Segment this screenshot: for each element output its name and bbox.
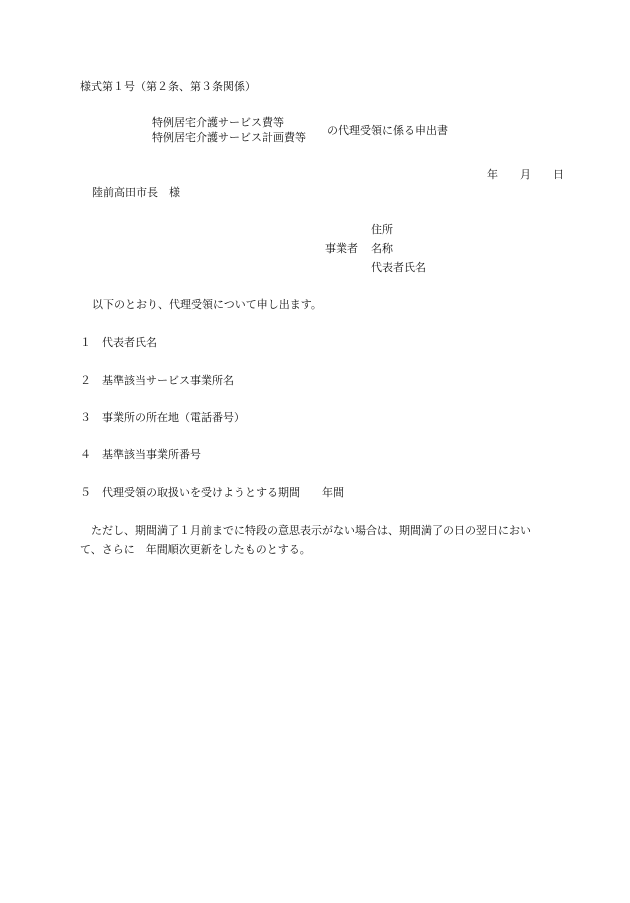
list-item [80, 449, 201, 460]
business-label: 事業者 [325, 242, 358, 255]
date-line [487, 169, 564, 180]
proviso-text [80, 521, 550, 559]
lead-text: 以下のとおり、代理受領について申し出ます。 [92, 298, 322, 311]
item-label: 基準該当事業所番号 [102, 448, 201, 461]
date-year: 年 [487, 168, 498, 181]
item-number: ２ [80, 374, 91, 387]
date-month: 月 [520, 168, 531, 181]
item-label: 代表者氏名 [102, 336, 157, 349]
name-label: 名称 [371, 242, 393, 255]
list-item [80, 375, 234, 386]
item-label: 基準該当サービス事業所名 [102, 374, 234, 387]
address-label: 住所 [371, 223, 393, 236]
title-line-2: 特例居宅介護サービス計画費等 [152, 131, 306, 144]
proviso-body: ただし、期間満了１月前までに特段の意思表示がない場合は、期間満了の日の翌日において、さらに 年間順次更新をしたものとする。 [80, 524, 531, 556]
date-day: 日 [553, 168, 564, 181]
form-number: 様式第１号（第２条、第３条関係） [80, 80, 256, 93]
item-number: ４ [80, 448, 91, 461]
item-number: ３ [80, 411, 91, 424]
title-suffix: の代理受領に係る申出書 [327, 124, 448, 137]
item-label: 事業所の所在地（電話番号） [102, 411, 245, 424]
addressee: 陸前高田市長 様 [92, 186, 180, 199]
representative-label: 代表者氏名 [371, 261, 426, 274]
item-number: ５ [80, 486, 91, 499]
item-label: 代理受領の取扱いを受けようとする期間 年間 [102, 486, 344, 499]
list-item [80, 412, 245, 423]
list-item [80, 337, 157, 348]
item-number: １ [80, 336, 91, 349]
list-item [80, 487, 344, 498]
title-line-1: 特例居宅介護サービス費等 [152, 116, 284, 129]
